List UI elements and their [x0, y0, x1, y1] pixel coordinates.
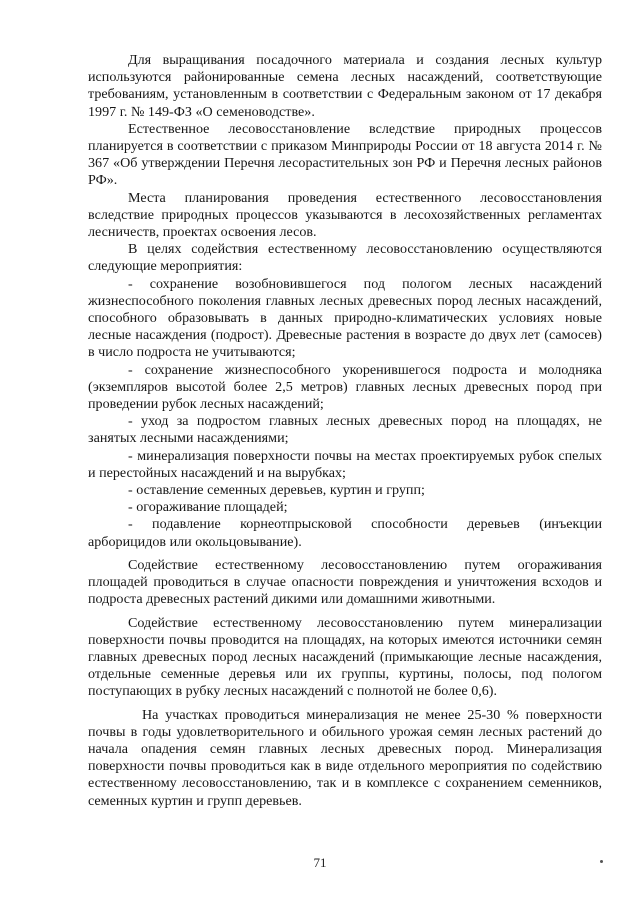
list-item: - огораживание площадей; — [128, 499, 288, 516]
list-item: - минерализация поверхности почвы на местах проектируемых рубок спелых и перестойных насаждений и на вырубках; — [88, 447, 602, 481]
document-body — [88, 52, 602, 810]
list-item: - подавление корнеотпрысковой способности деревьев (инъекции арборицидов или окольцовывание). — [88, 516, 602, 550]
paragraph-fencing: Содействие естественному лесовосстановлению путем огораживания площадей проводиться в случае опасности повреждения и уничтожения всходов и подроста древесных растений дикими или домашними животными. — [88, 556, 602, 608]
page-number: 71 — [313, 855, 327, 870]
paragraph-planning-locations: Места планирования проведения естественного лесовосстановления вследствие природных процессов указываются в лесохозяйственных регламентах лесничеств, проектах освоения лесов. — [88, 189, 602, 241]
measures-list — [88, 276, 602, 551]
paragraph-mineralization-conditions: На участках проводиться минерализация не менее 25-30 % поверхности почвы в годы удовлетворительного и обильного урожая семян лесных растений до начала опадения семян главных лесных древесных пород. Минерализация поверхности почвы проводиться как в виде отдельного мероприятия по содействию естественному лесовосстановлению, так и в комплексе с сохранением семенников, семенных куртин и групп деревьев. — [88, 706, 602, 809]
list-item: - уход за подростом главных лесных древесных пород на площадях, не занятых лесными насаждениями; — [88, 413, 602, 447]
list-item: - оставление семенных деревьев, куртин и групп; — [128, 482, 425, 499]
list-item: - сохранение жизнеспособного укоренившегося подроста и молодняка (экземпляров высотой более 2,5 метров) главных лесных древесных пород при проведении рубок лесных насаждений; — [88, 361, 602, 413]
scan-speck — [600, 860, 603, 863]
paragraph-soil-mineralization: Содействие естественному лесовосстановлению путем минерализации поверхности почвы проводится на площадях, на которых имеются источники семян главных древесных пород лесных насаждений (примыкающие лесные насаждения, отдельные семенные деревья или их группы, куртины, полосы, под пологом поступающих в рубку лесных насаждений с полнотой не более 0,6). — [88, 614, 602, 700]
list-item: - сохранение возобновившегося под пологом лесных насаждений жизнеспособного поколения главных лесных древесных пород лесных насаждений, способного образовывать в данных природно-климатических условиях новые лесные насаждения (подрост). Древесные растения в возрасте до двух лет (самосев) в число подроста не учитываются; — [88, 275, 602, 361]
paragraph-measures-intro: В целях содействия естественному лесовосстановлению осуществляются следующие мероприятия: — [88, 241, 602, 275]
paragraph-seed-material: Для выращивания посадочного материала и создания лесных культур используются районированные семена лесных насаждений, соответствующие требованиям, установленным в соответствии с Федеральным законом от 17 декабря 1997 г. № 149-ФЗ «О семеноводстве». — [88, 52, 602, 120]
paragraph-natural-regeneration: Естественное лесовосстановление вследствие природных процессов планируется в соответствии с приказом Минприроды России от 18 августа 2014 г. № 367 «Об утверждении Перечня лесорастительных зон РФ и Перечня лесных районов РФ». — [88, 120, 602, 189]
